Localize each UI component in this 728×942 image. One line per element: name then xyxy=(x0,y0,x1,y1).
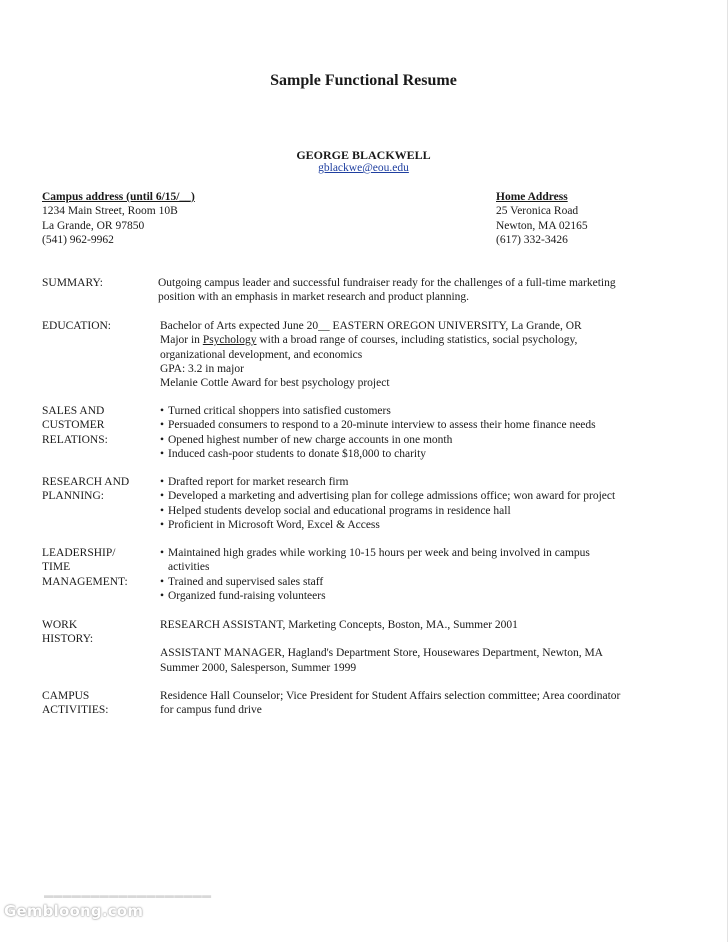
document-title: Sample Functional Resume xyxy=(270,72,457,89)
leadership-body xyxy=(160,546,660,603)
courses-line: organizational development, and economics xyxy=(160,348,363,361)
home-phone: (617) 332-3426 xyxy=(496,233,568,246)
research-body xyxy=(160,475,660,532)
home-address-line: Newton, MA 02165 xyxy=(496,219,588,232)
sales-label: SALES AND CUSTOMER RELATIONS: xyxy=(42,405,108,446)
applicant-name: GEORGE BLACKWELL xyxy=(296,148,431,162)
work-label: WORK HISTORY: xyxy=(42,619,94,646)
list-item: • Turned critical shoppers into satisfied customers xyxy=(160,405,391,417)
list-item: • Maintained high grades while working 10-15 hours per week and being involved in campus xyxy=(160,547,590,559)
home-address-block xyxy=(496,190,696,247)
work-body xyxy=(160,618,660,675)
job-entry-continuation: Summer 2000, Salesperson, Summer 1999 xyxy=(160,661,357,674)
major-line: Major in Psychology with a broad range of courses, including statistics, social psychology, xyxy=(160,334,578,347)
leadership-label: LEADERSHIP/ TIME MANAGEMENT: xyxy=(42,547,128,588)
job-entry: RESEARCH ASSISTANT, Marketing Concepts, Boston, MA., Summer 2001 xyxy=(160,619,518,631)
list-item: • Helped students develop social and educational programs in residence hall xyxy=(160,504,511,517)
summary-label: SUMMARY: xyxy=(42,277,103,289)
list-item: • Proficient in Microsoft Word, Excel & Access xyxy=(160,518,380,531)
campus-address-line: 1234 Main Street, Room 10B xyxy=(42,205,178,218)
list-item: • Drafted report for market research firm xyxy=(160,476,349,488)
activities-line: for campus fund drive xyxy=(160,704,262,717)
list-item-continuation: activities xyxy=(168,561,210,574)
activities-line: Residence Hall Counselor; Vice President for Student Affairs selection committee; Area coordinator xyxy=(160,690,621,702)
gpa-line: GPA: 3.2 in major xyxy=(160,362,244,375)
research-label: RESEARCH AND PLANNING: xyxy=(42,476,130,503)
sales-body xyxy=(160,404,660,461)
campus-phone: (541) 962-9962 xyxy=(42,233,114,246)
education-body xyxy=(160,319,660,390)
summary-line: position with an emphasis in market research and product planning. xyxy=(158,291,470,304)
list-item: • Induced cash-poor students to donate $18,000 to charity xyxy=(160,447,427,460)
job-entry: ASSISTANT MANAGER, Hagland's Department Store, Housewares Department, Newton, MA xyxy=(160,647,603,660)
summary-line: Outgoing campus leader and successful fundraiser ready for the challenges of a full-time marketing xyxy=(158,277,616,289)
list-item: • Opened highest number of new charge accounts in one month xyxy=(160,433,453,446)
award-line: Melanie Cottle Award for best psychology project xyxy=(160,377,390,390)
list-item: • Organized fund-raising volunteers xyxy=(160,589,326,602)
home-address-heading: Home Address xyxy=(496,191,568,203)
degree-line: Bachelor of Arts expected June 20__ EASTERN OREGON UNIVERSITY, La Grande, OR xyxy=(160,320,582,332)
home-address-line: 25 Veronica Road xyxy=(496,205,579,218)
campus-address-block xyxy=(42,190,302,247)
watermark-faint-strip: ▬▬▬▬▬▬▬▬▬▬▬▬▬▬▬▬▬▬ xyxy=(44,890,212,900)
email-link[interactable]: gblackwe@eou.edu xyxy=(318,162,409,174)
campus-activities-label: CAMPUS ACTIVITIES: xyxy=(42,690,109,717)
watermark-logo: Gembloong.com xyxy=(4,902,144,920)
education-label: EDUCATION: xyxy=(42,320,111,332)
list-item: • Trained and supervised sales staff xyxy=(160,575,324,588)
major-name: Psychology xyxy=(202,334,257,347)
list-item: • Persuaded consumers to respond to a 20-minute interview to assess their home finance needs xyxy=(160,419,596,432)
list-item: • Developed a marketing and advertising plan for college admissions office; won award for project xyxy=(160,490,616,503)
campus-address-heading: Campus address (until 6/15/__) xyxy=(42,191,195,203)
campus-activities-body xyxy=(160,689,660,718)
campus-address-line: La Grande, OR 97850 xyxy=(42,219,145,232)
summary-body xyxy=(158,276,658,305)
